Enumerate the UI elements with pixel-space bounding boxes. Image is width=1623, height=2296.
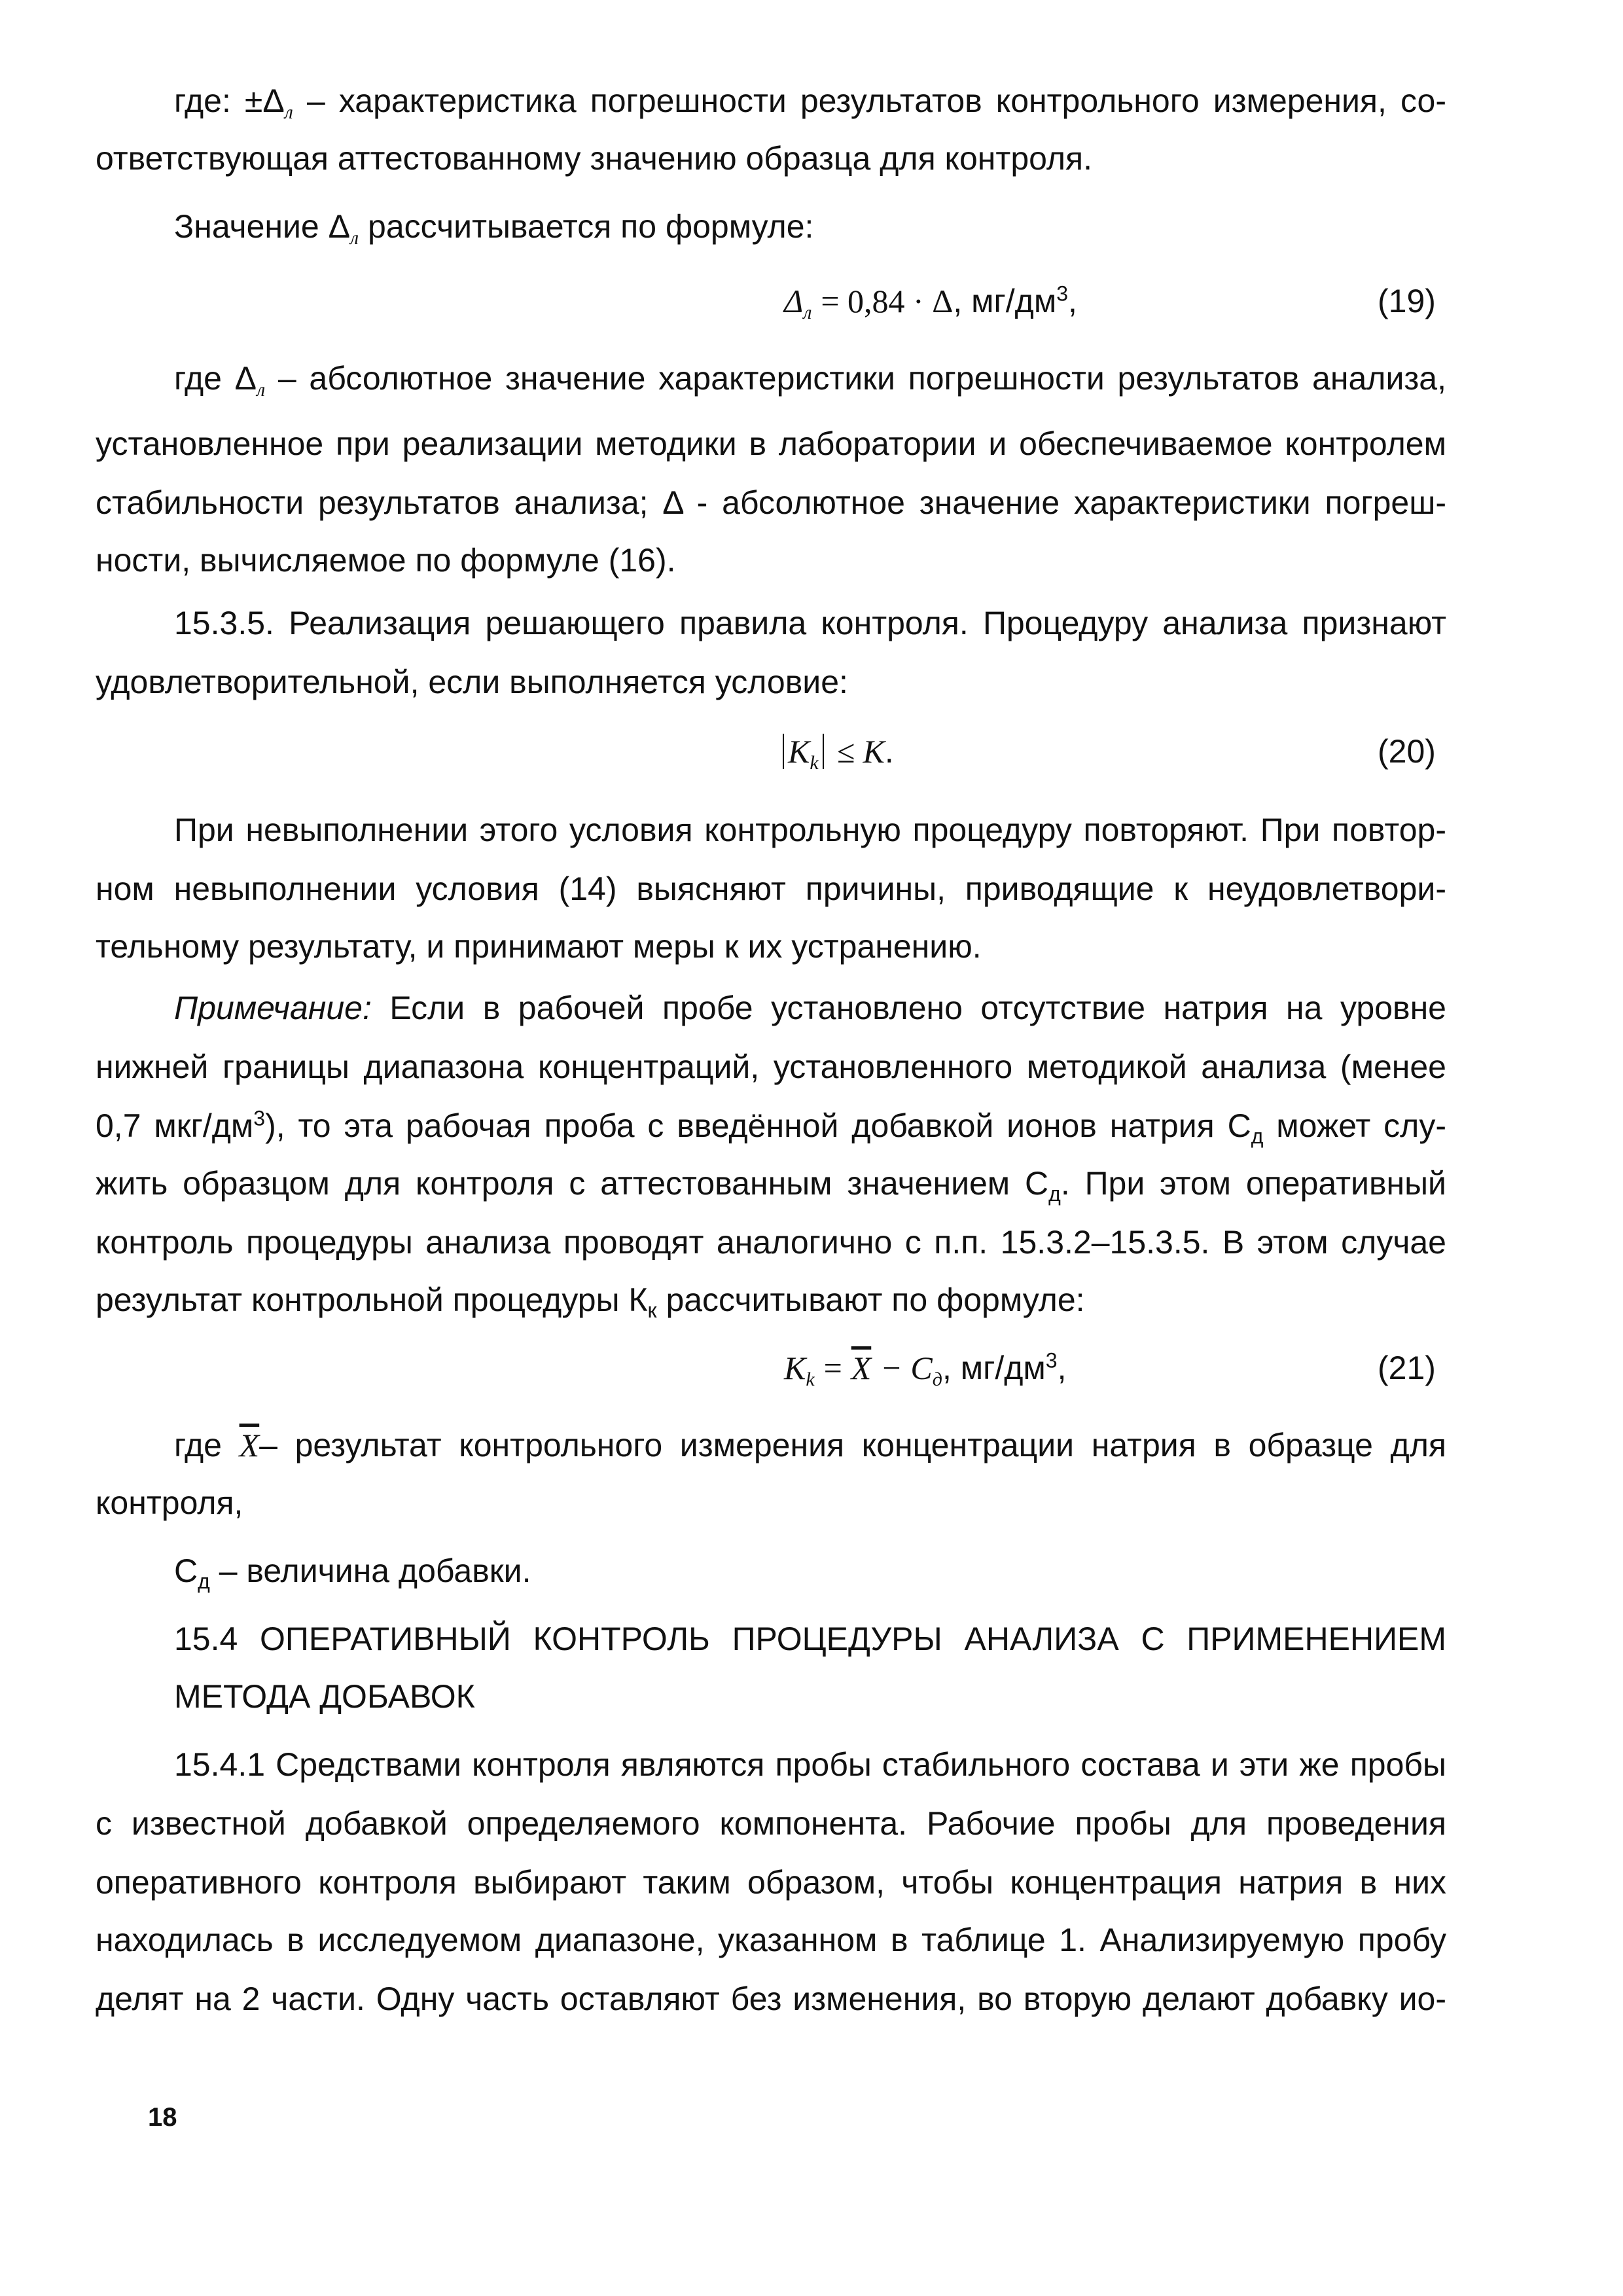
text-span: 0,7 мкг/дм <box>96 1107 254 1144</box>
formula-symbol: Δ <box>784 283 804 319</box>
text-line: с известной добавкой определяемого компонента. Рабочие пробы для проведения <box>96 1805 1446 1842</box>
formula-symbol-overline: $\overline{X}$ <box>239 1427 260 1463</box>
text-line: находилась в исследуемом диапазоне, указанном в таблице 1. Анализируемую пробу <box>96 1922 1446 1958</box>
formula-punct: , <box>1068 283 1077 319</box>
abs-bar-right <box>823 734 824 769</box>
superscript: 3 <box>1045 1348 1058 1372</box>
text-span: – абсолютное значение характеристики погрешности результатов анализа, <box>277 360 1446 397</box>
text-line <box>174 1426 1446 1465</box>
formula-expression: − C <box>880 1350 933 1386</box>
text-line: ответствующая аттестованному значению образца для контроля. <box>96 140 1092 177</box>
text-line <box>96 1280 1446 1330</box>
text-span: результат контрольной процедуры К <box>96 1282 648 1318</box>
text-line: делят на 2 части. Одну часть оставляют без изменения, во вторую делают добавку ио- <box>96 1981 1446 2017</box>
note-label: Примечание: <box>174 990 372 1026</box>
text-line: При невыполнении этого условия контрольную процедуру повторяют. При повтор- <box>174 812 1446 848</box>
subscript: k <box>806 1369 815 1390</box>
text-line: оперативного контроля выбирают таким образом, чтобы концентрация натрия в них <box>96 1864 1446 1901</box>
text-span: – величина добавки. <box>219 1552 531 1589</box>
formula-20 <box>779 732 894 783</box>
text-line: 15.4.1 Средствами контроля являются пробы стабильного состава и эти же пробы <box>174 1746 1446 1783</box>
formula-punct: , <box>1057 1350 1067 1386</box>
text-line: ности, вычисляемое по формуле (16). <box>96 542 676 579</box>
text-line: ном невыполнении условия (14) выясняют причины, приводящие к неудовлетвори- <box>96 870 1446 907</box>
text-line: 15.3.5. Реализация решающего правила контроля. Процедуру анализа признают <box>174 605 1446 641</box>
formula-expression: ≤ K <box>836 733 885 770</box>
text-line: контроля, <box>96 1484 243 1521</box>
text-line <box>174 988 1446 1028</box>
section-heading: МЕТОДА ДОБАВОК <box>174 1678 475 1715</box>
subscript: д <box>932 1369 942 1390</box>
formula-symbol: K <box>788 733 810 770</box>
formula-operator: = <box>823 1350 842 1386</box>
text-span: жить образцом для контроля с аттестованным значением С <box>96 1165 1049 1202</box>
subscript: д <box>1251 1124 1264 1148</box>
text-line <box>96 1106 1446 1156</box>
subscript: л <box>284 101 293 123</box>
text-span: Если в рабочей пробе установлено отсутствие натрия на уровне <box>389 990 1446 1026</box>
formula-unit: , мг/дм <box>953 283 1057 319</box>
text-span: рассчитывается по формуле: <box>368 208 814 245</box>
formula-symbol-overline: $\overline{X}$ <box>851 1350 872 1386</box>
text-line <box>174 1551 1446 1601</box>
subscript: к <box>647 1299 657 1322</box>
text-span: ), то эта рабочая проба с введённой добавкой ионов натрия С <box>265 1107 1251 1144</box>
subscript: д <box>198 1570 210 1593</box>
subscript: k <box>810 752 819 774</box>
superscript: 3 <box>1056 281 1069 306</box>
text-line <box>174 207 1446 258</box>
text-line: тельному результату, и принимают меры к их устранению. <box>96 928 982 965</box>
text-span: Значение Δ <box>174 208 351 245</box>
equation-number: (19) <box>1378 283 1436 319</box>
formula-punct: . <box>884 733 894 770</box>
text-span: С <box>174 1552 198 1589</box>
text-line <box>174 81 1446 132</box>
subscript: д <box>1048 1182 1061 1206</box>
formula-19 <box>784 281 1077 332</box>
text-span: где: ±Δ <box>174 82 285 119</box>
text-line: контроль процедуры анализа проводят аналогично с п.п. 15.3.2–15.3.5. В этом случае <box>96 1224 1446 1261</box>
text-line: удовлетворительной, если выполняется условие: <box>96 664 848 700</box>
superscript: 3 <box>253 1106 266 1130</box>
page-number: 18 <box>148 2103 177 2132</box>
text-line: нижней границы диапазона концентраций, установленного методикой анализа (менее <box>96 1049 1446 1085</box>
subscript: л <box>350 227 359 249</box>
text-span: – характеристика погрешности результатов контрольного измерения, со- <box>306 82 1446 119</box>
subscript: л <box>257 379 266 401</box>
text-span: . При этом оперативный <box>1060 1165 1446 1202</box>
text-span: где <box>174 1427 222 1463</box>
equation-number: (20) <box>1378 733 1436 770</box>
section-heading: 15.4 ОПЕРАТИВНЫЙ КОНТРОЛЬ ПРОЦЕДУРЫ АНАЛИЗА С ПРИМЕНЕНИЕМ <box>174 1621 1446 1657</box>
text-span: где Δ <box>174 360 257 397</box>
formula-expression: = 0,84 · Δ <box>821 283 954 319</box>
text-line: стабильности результатов анализа; Δ - абсолютное значение характеристики погреш- <box>96 484 1446 521</box>
formula-21 <box>784 1348 1066 1399</box>
formula-symbol: K <box>784 1350 806 1386</box>
abs-bar-left <box>783 734 784 769</box>
formula-unit: , мг/дм <box>942 1350 1046 1386</box>
text-span: рассчитывают по формуле: <box>666 1282 1085 1318</box>
text-line: установленное при реализации методики в лаборатории и обеспечиваемое контролем <box>96 425 1446 462</box>
equation-number: (21) <box>1378 1350 1436 1386</box>
text-line <box>174 359 1446 410</box>
text-line <box>96 1164 1446 1213</box>
subscript: л <box>803 302 812 323</box>
text-span: может слу- <box>1276 1107 1446 1144</box>
text-span: – результат контрольного измерения концентрации натрия в образце для <box>259 1427 1446 1463</box>
